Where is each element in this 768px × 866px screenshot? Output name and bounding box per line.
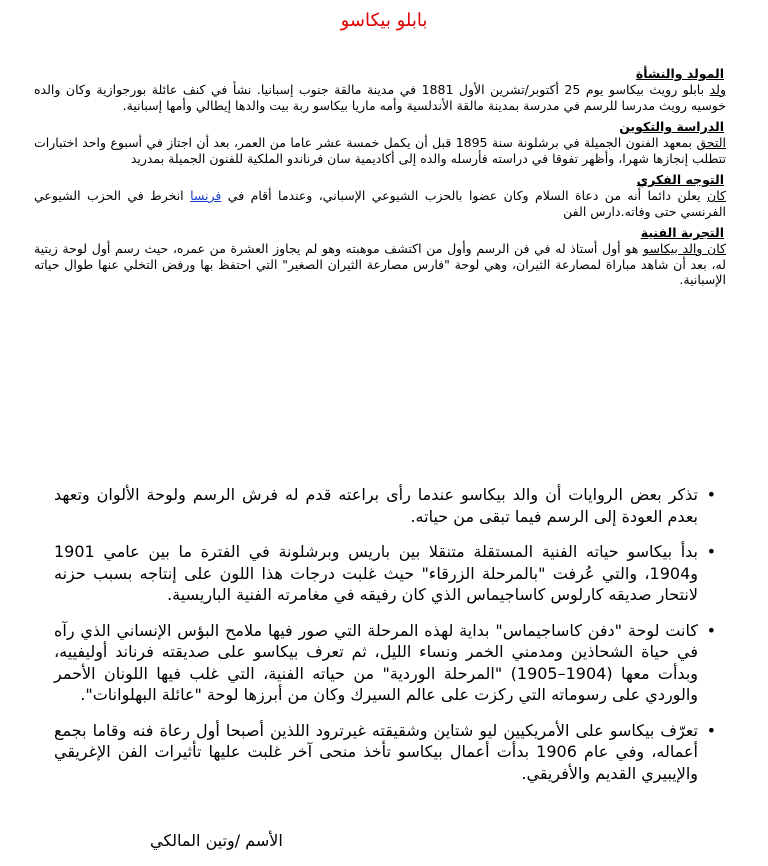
article-sections xyxy=(34,66,726,294)
paragraph-text: هو أول أستاذ له في فن الرسم وأول من اكتشف موهبته وهو لم يجاوز العشرة من عمره، حيث رسم أول لوحة زيتية له، بعد أن شاهد مباراة لمصارعة الثيران، وهي لوحة "فارس مصارعة الثيران الصغير" التي احتفظ بها ورفض التخلي عنها طوال حياته الإسبانية. xyxy=(34,241,726,287)
paragraph-lead-word: التحق xyxy=(696,135,726,150)
list-item-text: بدأ بيكاسو حياته الفنية المستقلة متنقلا بين باريس وبرشلونة في الفترة ما بين عامي 1901 و1904، والتي عُرفت "بالمرحلة الزرقاء" حيث غلبت درجات هذا اللون على إنتاجه بسبب حزنه لانتحار صديقه كارلوس كاساجيماس الذي كان رفيقه في مغامرته الفنية الباريسية. xyxy=(54,542,698,604)
section-paragraph xyxy=(34,188,726,219)
bullet-icon: • xyxy=(706,542,716,561)
bullet-icon: • xyxy=(706,485,716,504)
section-heading: التوجه الفكري xyxy=(636,172,724,187)
paragraph-lead-word: ولد xyxy=(709,82,727,97)
paragraph-text: بابلو رويث بيكاسو يوم 25 أكتوبر/تشرين الأول 1881 في مدينة مالقة جنوب إسبانيا. نشأ في كنف عائلة بورجوازية وكان والده خوسيه رويث مدرسا للرسم في مدرسة بمدينة مالقة الأندلسية وأمه ماريا بيكاسو ربة بيت والدها إيطالي وأمها إسبانية. xyxy=(34,82,726,113)
list-item-text: تذكر بعض الروايات أن والد بيكاسو عندما رأى براعته قدم له فرش الرسم ولوحة الألوان وتعهد بعدم العودة إلى الرسم فيما تبقى من حياته. xyxy=(54,485,698,526)
paragraph-lead-word: كان xyxy=(707,188,726,203)
list-item-text: تعرّف بيكاسو على الأمريكيين ليو شتاين وشقيقته غيرترود اللذين أصبحا أول رعاة فنه وقاما بجمع أعماله، وفي عام 1906 بدأت أعمال بيكاسو تأخذ منحى آخر غلبت عليها تأثيرات الفن الإغريقي والإيبيري القديم والأفريقي. xyxy=(54,720,699,783)
france-link[interactable]: فرنسا xyxy=(190,188,222,203)
section-education xyxy=(34,119,726,166)
section-heading: التجربة الفنية xyxy=(640,225,724,240)
paragraph-text: انخرط في الحزب الشيوعي الفرنسي حتى وفاته.دارس الفن xyxy=(34,188,726,219)
list-item xyxy=(54,484,716,527)
list-item xyxy=(54,720,716,785)
bullet-icon: • xyxy=(706,720,716,740)
section-ideology xyxy=(34,172,726,219)
section-art-experience xyxy=(34,225,726,288)
section-paragraph xyxy=(34,241,726,288)
list-item-text: كانت لوحة "دفن كاساجيماس" بداية لهذه المرحلة التي صور فيها ملامح البؤس الإنساني الذي رآه في حياة الشحاذين ومدمني الخمر ونساء الليل، ثم تعرف بيكاسو على صديقته فرناند أوليفييه، وبدأت معها (1904–1905) "المرحلة الوردية" من حياته الفنية، التي غلب فيها اللونان الأحمر والوردي على رسوماته التي ركزت على عالم السيرك وكان من أبرزها لوحة "عائلة البهلوانات". xyxy=(54,620,698,704)
section-heading: المولد والنشأة xyxy=(635,66,724,81)
bullet-list xyxy=(54,484,716,798)
section-paragraph xyxy=(34,82,726,113)
paragraph-text: يعلن دائما أنه من دعاة السلام وكان عضوا بالحزب الشيوعي الإسباني، وعندما أقام في xyxy=(221,188,708,203)
paragraph-text: بمعهد الفنون الجميلة في برشلونة سنة 1895 قبل أن يكمل خمسة عشر عاما من العمر، بعد أن اجتاز في أسبوع واحد اختبارات تتطلب إنجازها شهرا، وأظهر تفوقا في دراسته فأرسله والده إلى أكاديمية سان فرناندو الملكية للفنون الجميلة بمدريد xyxy=(34,135,726,166)
document-title: بابلو بيكاسو xyxy=(340,10,428,31)
author-signature: الأسم /وتين المالكي xyxy=(150,831,283,850)
paragraph-lead-word: كان والد بيكاسو xyxy=(642,241,726,256)
list-item xyxy=(54,541,716,606)
bullet-icon: • xyxy=(706,620,716,640)
section-heading: الدراسة والتكوين xyxy=(619,119,724,134)
section-paragraph xyxy=(34,135,726,166)
list-item xyxy=(54,620,716,706)
section-birth xyxy=(34,66,726,113)
